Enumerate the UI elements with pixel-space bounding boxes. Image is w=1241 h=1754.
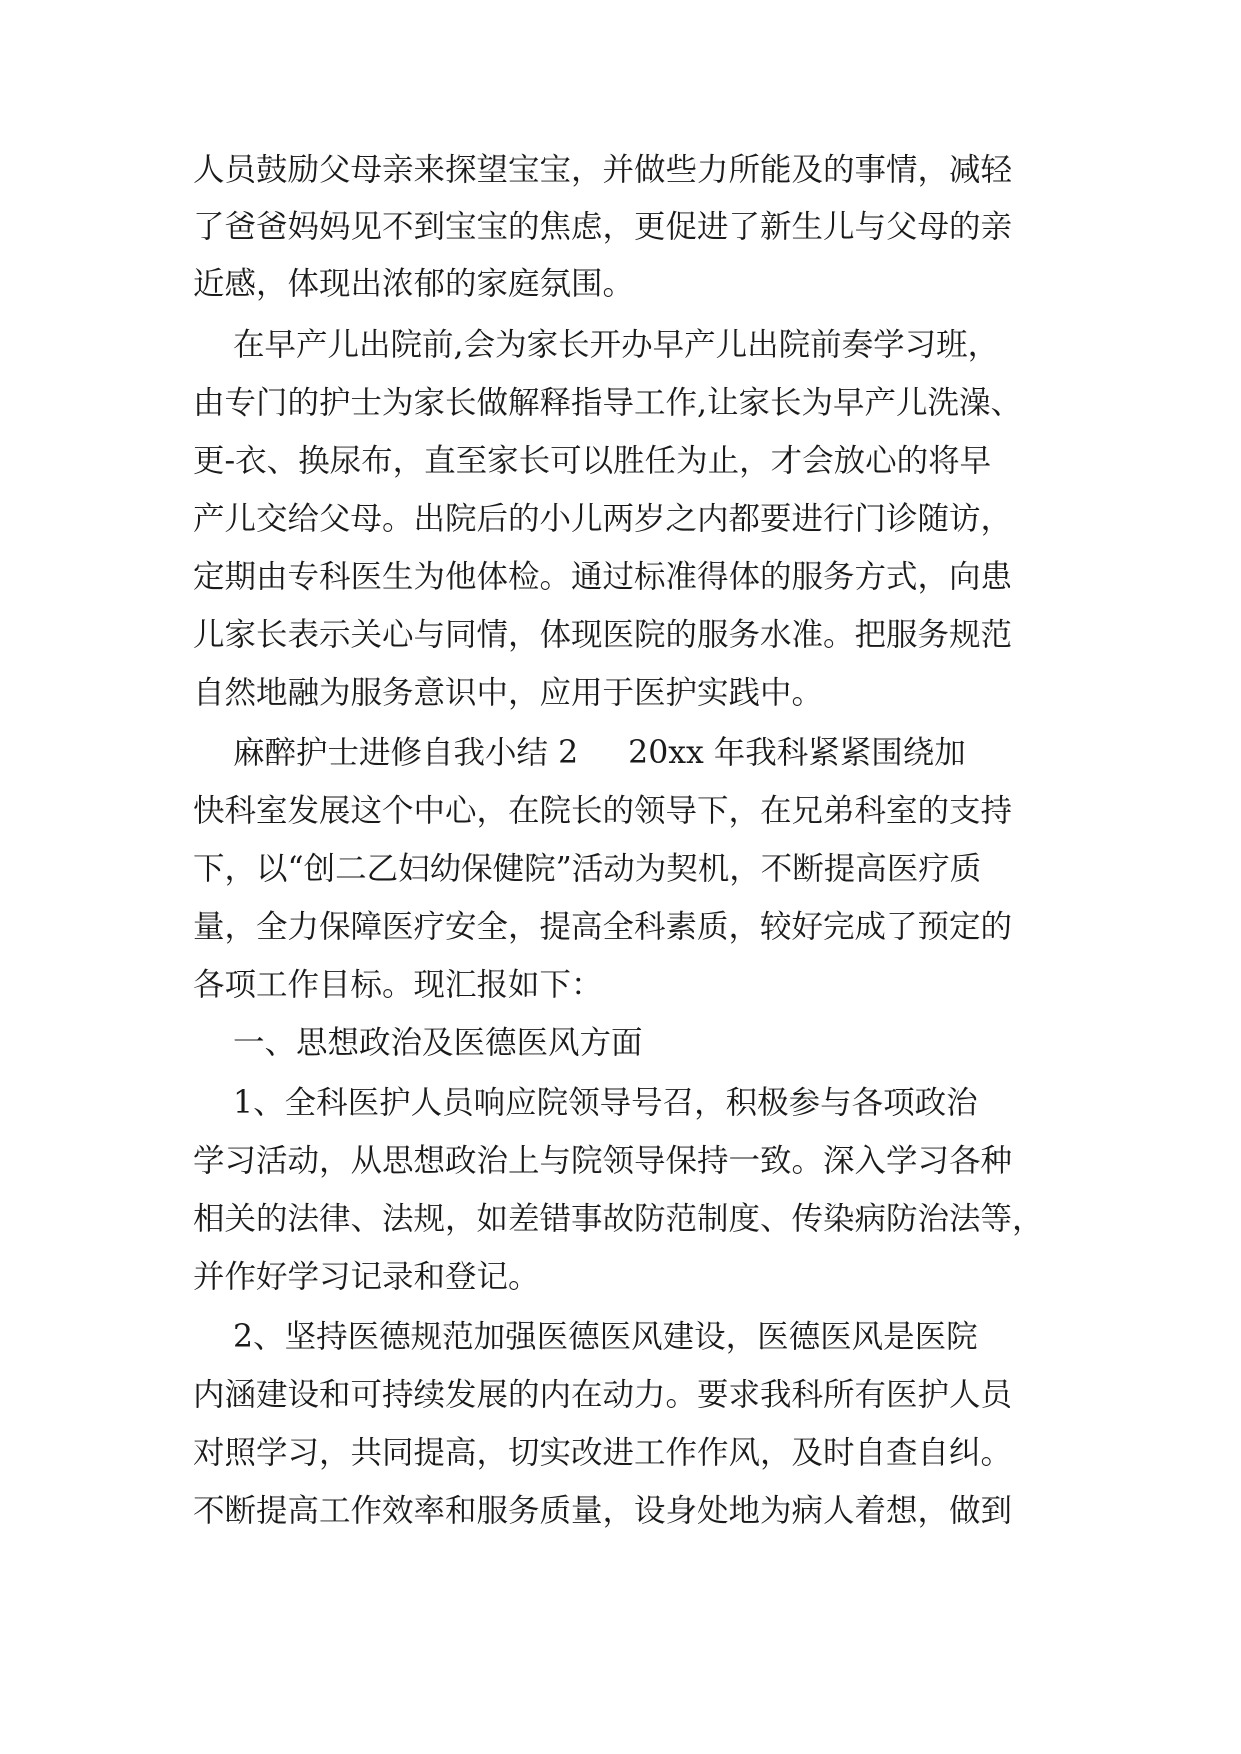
text-line: 各项工作目标。现汇报如下： bbox=[193, 967, 603, 1003]
text-line: 并作好学习记录和登记。 bbox=[193, 1259, 540, 1295]
text-line: 由专门的护士为家长做解释指导工作,让家长为早产儿洗澡、 bbox=[193, 385, 1023, 421]
text-line: 麻醉护士进修自我小结 2 20xx 年我科紧紧围绕加 bbox=[193, 735, 966, 771]
text-line: 不断提高工作效率和服务质量，设身处地为病人着想，做到 bbox=[193, 1493, 1013, 1529]
text-line: 下，以“创二乙妇幼保健院”活动为契机，不断提高医疗质 bbox=[193, 851, 982, 887]
text-line: 儿家长表示关心与同情，体现医院的服务水准。把服务规范 bbox=[193, 617, 1013, 653]
text-line: 产儿交给父母。出院后的小儿两岁之内都要进行门诊随访， bbox=[193, 501, 1013, 537]
text-line: 快科室发展这个中心，在院长的领导下，在兄弟科室的支持 bbox=[193, 793, 1013, 829]
text-line: 更-衣、换尿布，直至家长可以胜任为止，才会放心的将早 bbox=[193, 443, 992, 479]
text-line: 自然地融为服务意识中，应用于医护实践中。 bbox=[193, 675, 824, 711]
text-line: 了爸爸妈妈见不到宝宝的焦虑，更促进了新生儿与父母的亲 bbox=[193, 209, 1013, 245]
text-line: 人员鼓励父母亲来探望宝宝，并做些力所能及的事情，减轻 bbox=[193, 152, 1013, 188]
text-line: 一、思想政治及医德医风方面 bbox=[193, 1025, 643, 1061]
text-line: 相关的法律、法规，如差错事故防范制度、传染病防治法等， bbox=[193, 1201, 1044, 1237]
text-line: 量，全力保障医疗安全，提高全科素质，较好完成了预定的 bbox=[193, 909, 1013, 945]
text-line: 1、全科医护人员响应院领导号召，积极参与各项政治 bbox=[193, 1085, 978, 1121]
text-line: 内涵建设和可持续发展的内在动力。要求我科所有医护人员 bbox=[193, 1377, 1013, 1413]
text-line: 近感，体现出浓郁的家庭氛围。 bbox=[193, 266, 635, 302]
text-line: 对照学习，共同提高，切实改进工作作风，及时自查自纠。 bbox=[193, 1435, 1013, 1471]
text-line: 定期由专科医生为他体检。通过标准得体的服务方式，向患 bbox=[193, 559, 1013, 595]
text-line: 2、坚持医德规范加强医德医风建设，医德医风是医院 bbox=[193, 1319, 978, 1355]
text-line: 学习活动，从思想政治上与院领导保持一致。深入学习各种 bbox=[193, 1143, 1013, 1179]
text-line: 在早产儿出院前,会为家长开办早产儿出院前奏学习班， bbox=[193, 327, 1000, 363]
